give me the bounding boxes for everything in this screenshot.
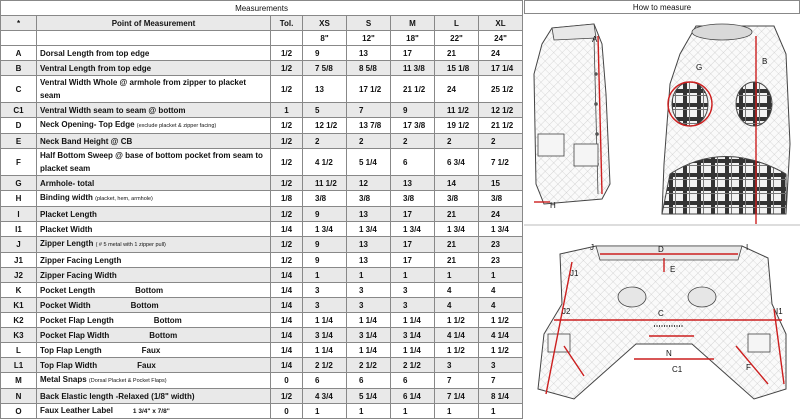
row-value-xl: 8 1/4 xyxy=(479,389,523,404)
row-id: N xyxy=(1,389,37,404)
row-value-xl: 4 xyxy=(479,298,523,313)
row-label-text: Top Flap Width xyxy=(40,360,98,370)
table-length-row xyxy=(1,31,523,46)
row-tolerance: 1/2 xyxy=(271,134,303,149)
row-tolerance: 1/4 xyxy=(271,358,303,373)
row-value-l: 1 1/2 xyxy=(435,313,479,328)
table-row xyxy=(1,134,523,149)
row-tolerance: 1/2 xyxy=(271,176,303,191)
row-value-l: 21 xyxy=(435,207,479,222)
row-tolerance: 1 xyxy=(271,103,303,118)
row-value-xl: 4 1/4 xyxy=(479,328,523,343)
row-value-l: 4 xyxy=(435,283,479,298)
row-value-m: 2 1/2 xyxy=(391,358,435,373)
diagram-label: D xyxy=(658,245,664,254)
row-value-s: 1 1/4 xyxy=(347,313,391,328)
row-label-sub: Faux xyxy=(141,345,161,355)
row-value-m: 6 xyxy=(391,373,435,389)
row-value-m: 17 xyxy=(391,207,435,222)
row-value-xl: 1 1/2 xyxy=(479,343,523,358)
row-id: L1 xyxy=(1,358,37,373)
row-label-text: Neck Opening- Top Edge xyxy=(40,120,135,129)
table-row xyxy=(1,389,523,404)
row-label-text: Ventral Width seam to seam @ bottom xyxy=(40,105,186,115)
row-value-xs: 3/8 xyxy=(303,191,347,207)
row-value-xs: 1 1/4 xyxy=(303,343,347,358)
row-id: C xyxy=(1,76,37,103)
row-value-xl: 1 3/4 xyxy=(479,222,523,237)
row-value-m: 3 xyxy=(391,298,435,313)
diagram-label: J1 xyxy=(570,269,579,278)
row-value-m: 1 xyxy=(391,268,435,283)
row-value-s: 3/8 xyxy=(347,191,391,207)
row-label-text: Ventral Width Whole @ armhole from zipper to placket seam xyxy=(40,78,246,100)
row-label-sub: Faux xyxy=(137,360,156,370)
length-row-blank xyxy=(1,31,37,46)
row-id: K xyxy=(1,283,37,298)
table-title-row xyxy=(1,1,523,16)
row-label xyxy=(37,328,271,343)
row-label-text: Placket Length xyxy=(40,209,97,219)
row-value-xl: 12 1/2 xyxy=(479,103,523,118)
row-value-m: 1 3/4 xyxy=(391,222,435,237)
row-label-note: (Dorsal Placket & Pocket Flaps) xyxy=(88,378,167,384)
row-value-xs: 11 1/2 xyxy=(303,176,347,191)
row-label-text: Back Elastic length -Relaxed (1/8" width) xyxy=(40,391,195,401)
row-label-sub: Bottom xyxy=(130,300,159,310)
table-row xyxy=(1,176,523,191)
row-id: G xyxy=(1,176,37,191)
table-row xyxy=(1,149,523,176)
row-value-s: 13 xyxy=(347,253,391,268)
table-row xyxy=(1,283,523,298)
row-value-m: 21 1/2 xyxy=(391,76,435,103)
row-value-xl: 15 xyxy=(479,176,523,191)
length-row-blank xyxy=(271,31,303,46)
row-value-xs: 1 3/4 xyxy=(303,222,347,237)
row-tolerance: 0 xyxy=(271,373,303,389)
table-row xyxy=(1,237,523,253)
header-size-s: S xyxy=(347,16,391,31)
row-value-m: 2 xyxy=(391,134,435,149)
row-label-text: Metal Snaps xyxy=(40,375,87,384)
row-label xyxy=(37,313,271,328)
row-value-m: 13 xyxy=(391,176,435,191)
diagram-label: J2 xyxy=(562,307,571,316)
row-value-xl: 23 xyxy=(479,237,523,253)
row-value-xs: 3 1/4 xyxy=(303,328,347,343)
row-value-xs: 4 3/4 xyxy=(303,389,347,404)
row-value-l: 3 xyxy=(435,358,479,373)
row-tolerance: 1/2 xyxy=(271,207,303,222)
row-value-xl: 7 1/2 xyxy=(479,149,523,176)
row-label-text: Armhole- total xyxy=(40,178,95,188)
row-label-text: Placket Width xyxy=(40,224,93,234)
row-label-text: Half Bottom Sweep @ base of bottom pocket from seam to placket seam xyxy=(40,151,263,173)
row-value-s: 1 xyxy=(347,268,391,283)
row-value-xl: 3/8 xyxy=(479,191,523,207)
row-tolerance: 1/2 xyxy=(271,76,303,103)
diagram-label: C1 xyxy=(672,365,683,374)
row-id: J1 xyxy=(1,253,37,268)
row-value-xs: 4 1/2 xyxy=(303,149,347,176)
header-tolerance: Tol. xyxy=(271,16,303,31)
row-value-xs: 9 xyxy=(303,237,347,253)
row-value-xl: 2 xyxy=(479,134,523,149)
row-value-m: 3 xyxy=(391,283,435,298)
row-label-text: Dorsal Length from top edge xyxy=(40,48,150,58)
row-tolerance: 1/4 xyxy=(271,313,303,328)
how-to-measure-title: How to measure xyxy=(524,0,800,14)
row-value-s: 1 3/4 xyxy=(347,222,391,237)
table-row xyxy=(1,207,523,222)
row-label-sub: Bottom xyxy=(135,285,164,295)
row-id: L xyxy=(1,343,37,358)
row-tolerance: 1/4 xyxy=(271,268,303,283)
row-value-m: 9 xyxy=(391,103,435,118)
row-value-xl: 24 xyxy=(479,207,523,222)
row-value-l: 1 xyxy=(435,268,479,283)
row-id: F xyxy=(1,149,37,176)
row-tolerance: 1/2 xyxy=(271,61,303,76)
row-value-xs: 6 xyxy=(303,373,347,389)
row-value-s: 5 1/4 xyxy=(347,389,391,404)
row-value-s: 1 1/4 xyxy=(347,343,391,358)
diagram-label: I xyxy=(746,243,749,252)
row-value-l: 21 xyxy=(435,46,479,61)
row-label-text: Faux Leather Label xyxy=(40,406,113,415)
table-row xyxy=(1,61,523,76)
row-value-xs: 5 xyxy=(303,103,347,118)
row-label-text: Zipper Facing Width xyxy=(40,270,117,280)
row-value-xl: 17 1/4 xyxy=(479,61,523,76)
row-label xyxy=(37,103,271,118)
diagram-label: I1 xyxy=(776,307,783,316)
row-label xyxy=(37,149,271,176)
diagram-label: H xyxy=(550,201,556,210)
row-label-sub: 1 3/4" x 7/8" xyxy=(132,408,170,415)
row-value-xs: 3 xyxy=(303,283,347,298)
row-value-s: 13 xyxy=(347,237,391,253)
row-tolerance: 1/2 xyxy=(271,237,303,253)
measurement-diagram xyxy=(524,14,800,403)
row-value-m: 6 xyxy=(391,149,435,176)
row-tolerance: 1/4 xyxy=(271,328,303,343)
row-label xyxy=(37,298,271,313)
row-value-xl: 1 xyxy=(479,404,523,419)
row-tolerance: 1/4 xyxy=(271,298,303,313)
row-value-xs: 3 xyxy=(303,298,347,313)
diagram-label: B xyxy=(762,57,768,66)
row-value-m: 3 1/4 xyxy=(391,328,435,343)
row-label xyxy=(37,134,271,149)
table-row xyxy=(1,373,523,389)
row-value-l: 4 xyxy=(435,298,479,313)
row-value-xl: 4 xyxy=(479,283,523,298)
row-tolerance: 1/2 xyxy=(271,389,303,404)
row-tolerance: 1/8 xyxy=(271,191,303,207)
row-value-xl: 1 xyxy=(479,268,523,283)
row-label xyxy=(37,268,271,283)
row-tolerance: 1/4 xyxy=(271,283,303,298)
row-value-m: 6 1/4 xyxy=(391,389,435,404)
row-value-s: 13 7/8 xyxy=(347,118,391,134)
row-value-l: 4 1/4 xyxy=(435,328,479,343)
row-label-text: Pocket Length xyxy=(40,285,96,295)
row-value-m: 17 xyxy=(391,253,435,268)
row-id: D xyxy=(1,118,37,134)
header-size-xl: XL xyxy=(479,16,523,31)
row-value-l: 1 1/2 xyxy=(435,343,479,358)
row-value-xs: 13 xyxy=(303,76,347,103)
row-label-text: Pocket Width xyxy=(40,300,91,310)
row-id: K3 xyxy=(1,328,37,343)
row-value-l: 6 3/4 xyxy=(435,149,479,176)
row-label xyxy=(37,61,271,76)
table-row xyxy=(1,222,523,237)
row-value-m: 17 xyxy=(391,46,435,61)
table-row xyxy=(1,103,523,118)
row-value-s: 6 xyxy=(347,373,391,389)
row-value-xs: 9 xyxy=(303,46,347,61)
row-label-note: (exclude placket & zipper facing) xyxy=(136,123,217,129)
diagram-label: A xyxy=(592,35,598,44)
row-id: K2 xyxy=(1,313,37,328)
row-label xyxy=(37,118,271,134)
row-label xyxy=(37,191,271,207)
row-value-xl: 1 1/2 xyxy=(479,313,523,328)
row-value-l: 11 1/2 xyxy=(435,103,479,118)
row-label xyxy=(37,207,271,222)
row-value-xs: 9 xyxy=(303,253,347,268)
row-id: A xyxy=(1,46,37,61)
row-value-s: 13 xyxy=(347,207,391,222)
table-row xyxy=(1,118,523,134)
row-label xyxy=(37,404,271,419)
table-row xyxy=(1,191,523,207)
row-tolerance: 1/2 xyxy=(271,253,303,268)
row-value-m: 1 xyxy=(391,404,435,419)
row-value-l: 2 xyxy=(435,134,479,149)
row-value-s: 8 5/8 xyxy=(347,61,391,76)
length-row-value: 18" xyxy=(391,31,435,46)
table-row xyxy=(1,358,523,373)
diagram-label: E xyxy=(670,265,676,274)
row-value-xl: 25 1/2 xyxy=(479,76,523,103)
row-label-note: (placket, hem, armhole) xyxy=(95,196,153,202)
row-value-l: 1 xyxy=(435,404,479,419)
row-value-s: 2 1/2 xyxy=(347,358,391,373)
table-row xyxy=(1,268,523,283)
row-value-s: 3 1/4 xyxy=(347,328,391,343)
row-label xyxy=(37,343,271,358)
row-value-xs: 2 xyxy=(303,134,347,149)
row-id: C1 xyxy=(1,103,37,118)
row-value-xs: 12 1/2 xyxy=(303,118,347,134)
row-value-xs: 7 5/8 xyxy=(303,61,347,76)
row-tolerance: 1/2 xyxy=(271,118,303,134)
length-row-value: 22" xyxy=(435,31,479,46)
length-row-value: 24" xyxy=(479,31,523,46)
row-label-text: Zipper Facing Length xyxy=(40,255,122,265)
diagram-label: F xyxy=(746,363,751,372)
table-row xyxy=(1,328,523,343)
table-row xyxy=(1,76,523,103)
row-label xyxy=(37,76,271,103)
row-value-xs: 1 xyxy=(303,404,347,419)
row-value-xl: 7 xyxy=(479,373,523,389)
row-value-m: 17 3/8 xyxy=(391,118,435,134)
header-point-of-measurement: Point of Measurement xyxy=(37,16,271,31)
row-value-l: 24 xyxy=(435,76,479,103)
row-label-text: Pocket Flap Width xyxy=(40,330,110,340)
table-row xyxy=(1,298,523,313)
row-label-note: ( # 5 metal with 1 zipper pull) xyxy=(95,242,166,248)
row-value-xl: 21 1/2 xyxy=(479,118,523,134)
length-row-value: 12" xyxy=(347,31,391,46)
table-row xyxy=(1,46,523,61)
row-label xyxy=(37,176,271,191)
row-label-sub: Bottom xyxy=(153,315,182,325)
row-label-text: Pocket Flap Length xyxy=(40,315,114,325)
row-value-s: 13 xyxy=(347,46,391,61)
row-value-m: 17 xyxy=(391,237,435,253)
row-value-xl: 23 xyxy=(479,253,523,268)
table-title: Measurements xyxy=(1,1,523,16)
row-label-text: Ventral Length from top edge xyxy=(40,63,152,73)
row-label xyxy=(37,389,271,404)
row-value-l: 21 xyxy=(435,253,479,268)
row-value-s: 3 xyxy=(347,298,391,313)
row-id: J xyxy=(1,237,37,253)
row-id: O xyxy=(1,404,37,419)
row-value-s: 7 xyxy=(347,103,391,118)
row-value-l: 21 xyxy=(435,237,479,253)
row-label xyxy=(37,373,271,389)
row-value-xs: 2 1/2 xyxy=(303,358,347,373)
row-id: I xyxy=(1,207,37,222)
row-id: H xyxy=(1,191,37,207)
row-value-l: 7 xyxy=(435,373,479,389)
row-value-s: 3 xyxy=(347,283,391,298)
row-value-l: 15 1/8 xyxy=(435,61,479,76)
jacket-top-view xyxy=(662,24,790,214)
row-value-l: 7 1/4 xyxy=(435,389,479,404)
diagram-label: N xyxy=(666,349,672,358)
row-label-text: Neck Band Height @ CB xyxy=(40,136,133,146)
row-value-m: 3/8 xyxy=(391,191,435,207)
row-value-l: 19 1/2 xyxy=(435,118,479,134)
header-size-xs: XS xyxy=(303,16,347,31)
row-value-xs: 9 xyxy=(303,207,347,222)
row-value-xl: 3 xyxy=(479,358,523,373)
row-tolerance: 1/2 xyxy=(271,149,303,176)
row-label xyxy=(37,253,271,268)
row-tolerance: 0 xyxy=(271,404,303,419)
row-value-s: 2 xyxy=(347,134,391,149)
length-row-blank xyxy=(37,31,271,46)
how-to-measure-panel xyxy=(524,0,800,403)
row-value-s: 17 1/2 xyxy=(347,76,391,103)
row-value-m: 1 1/4 xyxy=(391,313,435,328)
table-row xyxy=(1,253,523,268)
row-id: I1 xyxy=(1,222,37,237)
row-id: B xyxy=(1,61,37,76)
row-value-m: 1 1/4 xyxy=(391,343,435,358)
table-row xyxy=(1,404,523,419)
row-tolerance: 1/4 xyxy=(271,222,303,237)
table-header-row xyxy=(1,16,523,31)
diagram-label: C xyxy=(658,309,664,318)
row-label xyxy=(37,283,271,298)
header-num: * xyxy=(1,16,37,31)
row-value-s: 1 xyxy=(347,404,391,419)
header-size-l: L xyxy=(435,16,479,31)
row-value-s: 12 xyxy=(347,176,391,191)
row-id: J2 xyxy=(1,268,37,283)
row-value-m: 11 3/8 xyxy=(391,61,435,76)
length-row-value: 8" xyxy=(303,31,347,46)
row-tolerance: 1/4 xyxy=(271,343,303,358)
row-id: K1 xyxy=(1,298,37,313)
row-id: E xyxy=(1,134,37,149)
table-row xyxy=(1,343,523,358)
row-label-text: Binding width xyxy=(40,193,93,202)
row-label xyxy=(37,237,271,253)
row-tolerance: 1/2 xyxy=(271,46,303,61)
diagram-label: G xyxy=(696,63,703,72)
row-value-xl: 24 xyxy=(479,46,523,61)
row-id: M xyxy=(1,373,37,389)
row-label xyxy=(37,222,271,237)
row-value-l: 3/8 xyxy=(435,191,479,207)
table-row xyxy=(1,313,523,328)
row-label-sub: Bottom xyxy=(149,330,178,340)
header-size-m: M xyxy=(391,16,435,31)
diagram-label: J xyxy=(590,243,594,252)
row-value-xs: 1 xyxy=(303,268,347,283)
row-value-l: 1 3/4 xyxy=(435,222,479,237)
row-label xyxy=(37,358,271,373)
row-label-text: Top Flap Length xyxy=(40,345,102,355)
row-label-text: Zipper Length xyxy=(40,239,94,248)
row-value-s: 5 1/4 xyxy=(347,149,391,176)
row-value-xs: 1 1/4 xyxy=(303,313,347,328)
row-value-l: 14 xyxy=(435,176,479,191)
row-label xyxy=(37,46,271,61)
